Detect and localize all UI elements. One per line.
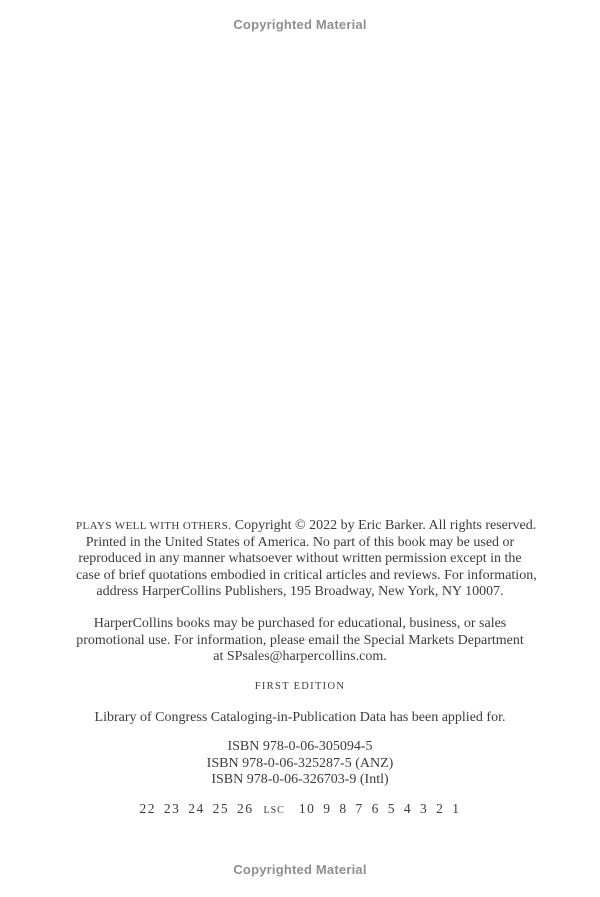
sales-paragraph-line: promotional use. For information, please email the Special Markets Department — [76, 632, 524, 648]
colophon-block — [0, 518, 600, 819]
copyright-paragraph-line: case of brief quotations embodied in critical articles and reviews. For information, — [76, 567, 537, 583]
copyright-paragraph-line: reproduced in any manner whatsoever without written permission except in the — [78, 551, 522, 567]
printer-code-lsc: LSC — [263, 804, 285, 816]
printers-key-line — [0, 801, 600, 820]
printers-key-numbers: 10 9 8 7 6 5 4 3 2 1 — [298, 800, 461, 816]
copyright-paragraph-line: Printed in the United States of America. No part of this book may be used or — [85, 534, 515, 550]
isbn-line: ISBN 978-0-06-305094-5 — [227, 738, 373, 754]
isbn-block — [0, 739, 600, 789]
copyrighted-material-watermark-bottom: Copyrighted Material — [233, 862, 367, 877]
sales-paragraph — [76, 616, 524, 666]
isbn-line: ISBN 978-0-06-326703-9 (Intl) — [211, 772, 389, 788]
copyright-paragraph-line — [76, 518, 537, 535]
copyright-notice-text: Copyright © 2022 by Eric Barker. All rights reserved. — [231, 518, 537, 533]
book-title-smallcaps: PLAYS WELL WITH OTHERS. — [76, 520, 232, 532]
sales-paragraph-line: HarperCollins books may be purchased for educational, business, or sales — [93, 615, 507, 631]
sales-paragraph-line: at SPsales@harpercollins.com. — [213, 649, 387, 665]
first-edition-label: FIRST EDITION — [254, 680, 346, 692]
copyright-paragraph-line: address HarperCollins Publishers, 195 Broadway, New York, NY 10007. — [96, 584, 504, 600]
copyright-paragraph — [76, 518, 537, 601]
copyrighted-material-watermark-top: Copyrighted Material — [233, 17, 367, 32]
printers-key-years: 22 23 24 25 26 — [139, 800, 254, 816]
library-of-congress-line: Library of Congress Cataloging-in-Publication Data has been applied for. — [94, 710, 506, 726]
isbn-line: ISBN 978-0-06-325287-5 (ANZ) — [206, 755, 394, 771]
